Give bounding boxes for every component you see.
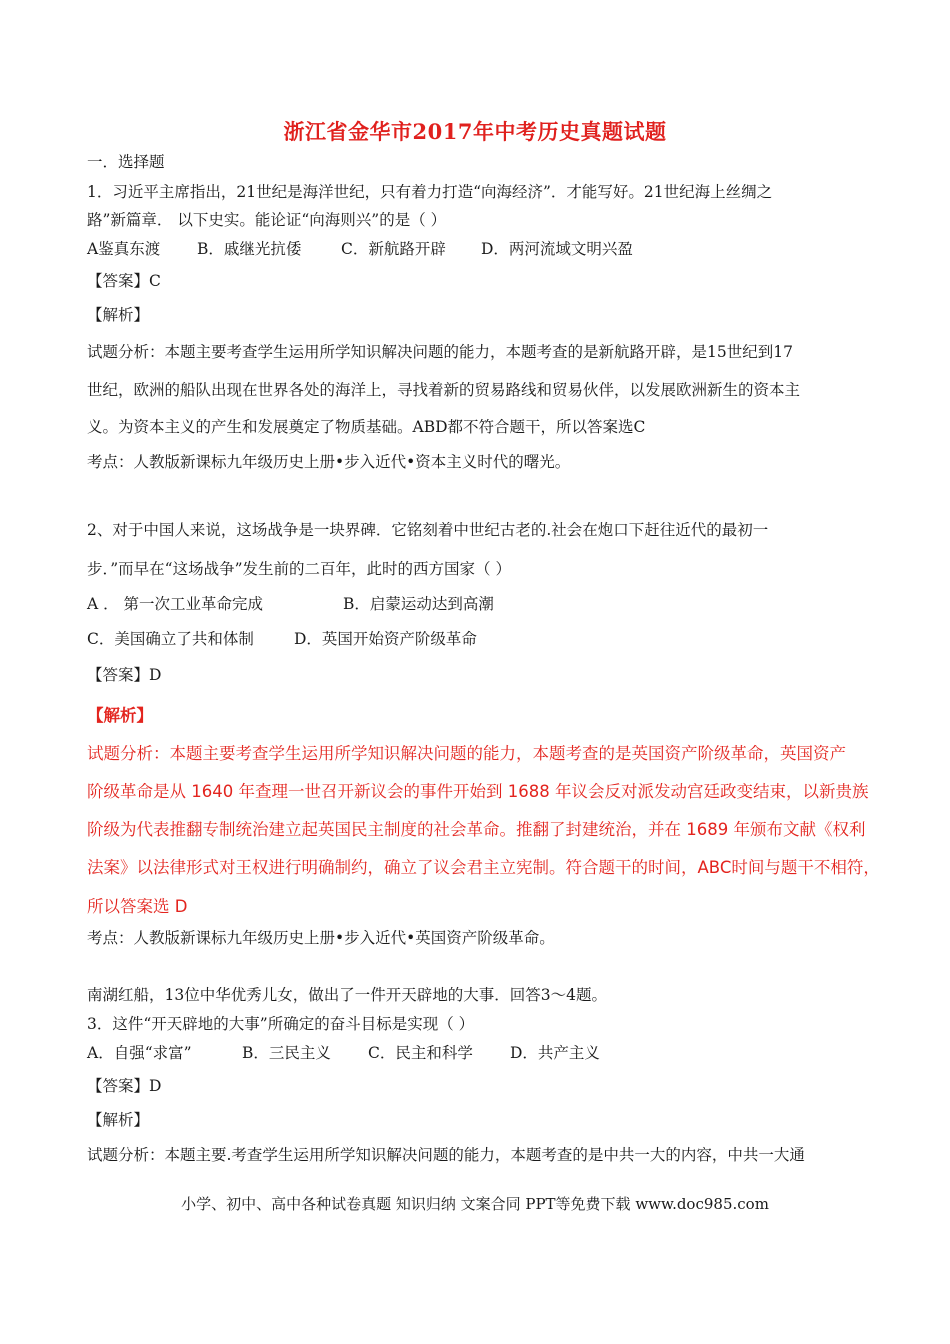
q1-option-d: D．两河流域文明兴盈 — [481, 240, 633, 258]
q1-answer: 【答案】C — [87, 272, 161, 290]
q2-option-b: B．启蒙运动达到高潮 — [343, 595, 494, 613]
q2-options-row1 — [87, 595, 494, 614]
q2-analysis-line1: 试题分析：本题主要考查学生运用所学知识解决问题的能力，本题考查的是英国资产阶级革命，英国资产 — [87, 744, 846, 763]
q1-options — [87, 240, 633, 259]
q1-stem-line2: 路”新篇章． 以下史实。能论证“向海则兴”的是（ ） — [87, 211, 447, 229]
q1-option-b: B．戚继光抗倭 — [197, 240, 302, 258]
q2-analysis-line3: 阶级为代表推翻专制统治建立起英国民主制度的社会革命。推翻了封建统治，并在 1689 年颁布文献《权利 — [87, 820, 866, 839]
q2-answer: 【答案】D — [87, 666, 162, 684]
q2-stem-line1: 2、对于中国人来说，这场战争是一块界碑．它铭刻着中世纪古老的.社会在炮口下赶往近代的最初一 — [87, 521, 769, 539]
q2-options-row2 — [87, 630, 477, 649]
q2-option-a: A ． 第一次工业革命完成 — [87, 595, 264, 613]
page-footer: 小学、初中、高中各种试卷真题 知识归纳 文案合同 PPT等免费下载 www.doc985.com — [181, 1195, 769, 1213]
q2-analysis-line5: 所以答案选 D — [87, 897, 188, 916]
q3-analysis-line1: 试题分析：本题主要.考查学生运用所学知识解决问题的能力，本题考查的是中共一大的内容，中共一大通 — [87, 1146, 805, 1164]
section-heading: 一．选择题 — [87, 153, 165, 171]
q1-analysis-line2: 世纪，欧洲的船队出现在世界各处的海洋上，寻找着新的贸易路线和贸易伙伴，以发展欧洲新生的资本主 — [87, 381, 801, 399]
q2-analysis-line2: 阶级革命是从 1640 年查理一世召开新议会的事件开始到 1688 年议会反对派发动宫廷政变结束，以新贵族 — [87, 782, 869, 801]
q2-option-d: D．英国开始资产阶级革命 — [294, 630, 477, 648]
q3-option-c: C．民主和科学 — [368, 1044, 473, 1062]
q3-option-d: D．共产主义 — [510, 1044, 600, 1062]
q2-stem-line2: 步．”而早在“这场战争”发生前的二百年，此时的西方国家（ ） — [87, 560, 511, 578]
q34-intro: 南湖红船，13位中华优秀儿女，做出了一件开天辟地的大事．回答3～4题。 — [87, 986, 607, 1004]
q2-kaodian: 考点：人教版新课标九年级历史上册•步入近代•英国资产阶级革命。 — [87, 929, 555, 947]
q2-option-c: C．美国确立了共和体制 — [87, 630, 254, 648]
page-title: 浙江省金华市2017年中考历史真题试题 — [283, 119, 667, 144]
q3-answer: 【答案】D — [87, 1077, 162, 1095]
q3-stem: 3．这件“开天辟地的大事”所确定的奋斗目标是实现（ ） — [87, 1015, 475, 1033]
q1-kaodian: 考点：人教版新课标九年级历史上册•步入近代•资本主义时代的曙光。 — [87, 453, 571, 471]
q3-option-b: B．三民主义 — [242, 1044, 331, 1062]
q3-analysis-label: 【解析】 — [87, 1111, 150, 1129]
q1-option-a: A鉴真东渡 — [87, 240, 161, 258]
q1-analysis-label: 【解析】 — [87, 306, 150, 324]
q1-stem-line1: 1．习近平主席指出，21世纪是海洋世纪，只有着力打造“向海经济”．才能写好。21世纪海上丝绸之 — [87, 183, 773, 201]
q1-option-c: C．新航路开辟 — [341, 240, 446, 258]
q3-option-a: A．自强“求富” — [87, 1044, 192, 1062]
q1-analysis-line1: 试题分析：本题主要考查学生运用所学知识解决问题的能力，本题考查的是新航路开辟，是15世纪到17 — [87, 343, 793, 361]
q1-analysis-line3: 义。为资本主义的产生和发展奠定了物质基础。ABD都不符合题干，所以答案选C — [87, 418, 646, 436]
q2-analysis-line4: 法案》以法律形式对王权进行明确制约，确立了议会君主立宪制。符合题干的时间，ABC时间与题干不相符， — [87, 858, 880, 877]
q3-options — [87, 1044, 600, 1063]
q2-analysis-label: 【解析】 — [87, 706, 153, 725]
